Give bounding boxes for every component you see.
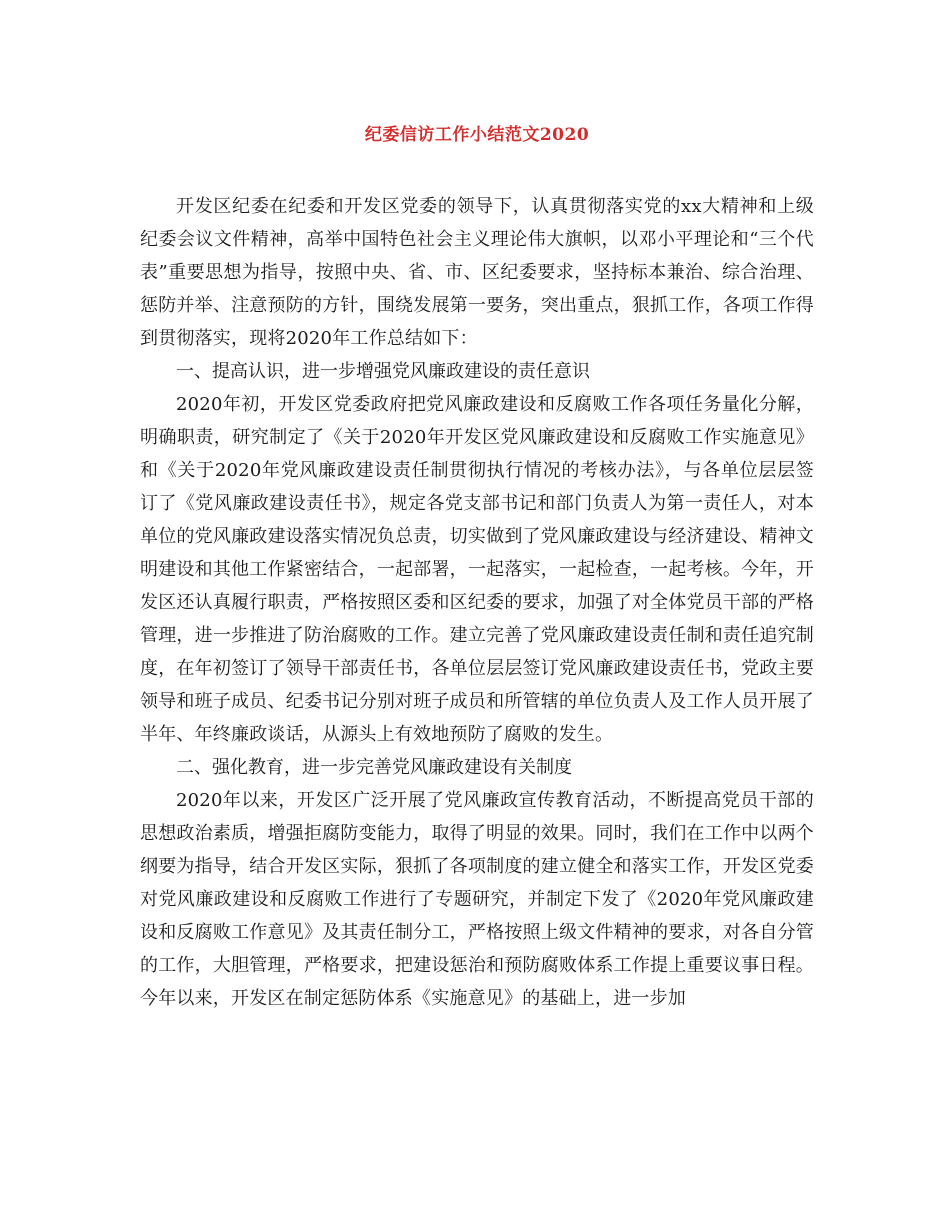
paragraph-intro: 开发区纪委在纪委和开发区党委的领导下，认真贯彻落实党的xx大精神和上级纪委会议文件精神，高举中国特色社会主义理论伟大旗帜，以邓小平理论和“三个代表”重要思想为指导，按照中央、省、市、区纪委要求，坚持标本兼治、综合治理、惩防并举、注意预防的方针，围绕发展第一要务，突出重点，狠抓工作，各项工作得到贯彻落实，现将2020年工作总结如下： [140,196,814,349]
paragraph-section-2: 2020年以来，开发区广泛开展了党风廉政宣传教育活动，不断提高党员干部的思想政治素质，增强拒腐防变能力，取得了明显的效果。同时，我们在工作中以两个纲要为指导，结合开发区实际，狠抓了各项制度的建立健全和落实工作，开发区党委对党风廉政建设和反腐败工作进行了专题研究，并制定下发了《2020年党风廉政建设和反腐败工作意见》及其责任制分工，严格按照上级文件精神的要求，对各自分管的工作，大胆管理，严格要求，把建设惩治和预防腐败体系工作提上重要议事日程。今年以来，开发区在制定惩防体系《实施意见》的基础上，进一步加 [140,790,814,1009]
paragraph-section-1: 2020年初，开发区党委政府把党风廉政建设和反腐败工作各项任务量化分解，明确职责，研究制定了《关于2020年开发区党风廉政建设和反腐败工作实施意见》和《关于2020年党风廉政建设责任制贯彻执行情况的考核办法》，与各单位层层签订了《党风廉政建设责任书》，规定各党支部书记和部门负责人为第一责任人，对本单位的党风廉政建设落实情况负总责，切实做到了党风廉政建设与经济建设、精神文明建设和其他工作紧密结合，一起部署，一起落实，一起检查，一起考核。今年，开发区还认真履行职责，严格按照区委和区纪委的要求，加强了对全体党员干部的严格管理，进一步推进了防治腐败的工作。建立完善了党风廉政建设责任制和责任追究制度，在年初签订了领导干部责任书，各单位层层签订党风廉政建设责任书，党政主要领导和班子成员、纪委书记分别对班子成员和所管辖的单位负责人及工作人员开展了半年、年终廉政谈话，从源头上有效地预防了腐败的发生。 [140,394,814,745]
section-heading-2: 二、强化教育，进一步完善党风廉政建设有关制度 [176,757,572,778]
document-page [140,118,814,1015]
document-title: 纪委信访工作小结范文2020 [364,125,590,145]
section-heading-1: 一、提高认识，进一步增强党风廉政建设的责任意识 [176,361,590,382]
